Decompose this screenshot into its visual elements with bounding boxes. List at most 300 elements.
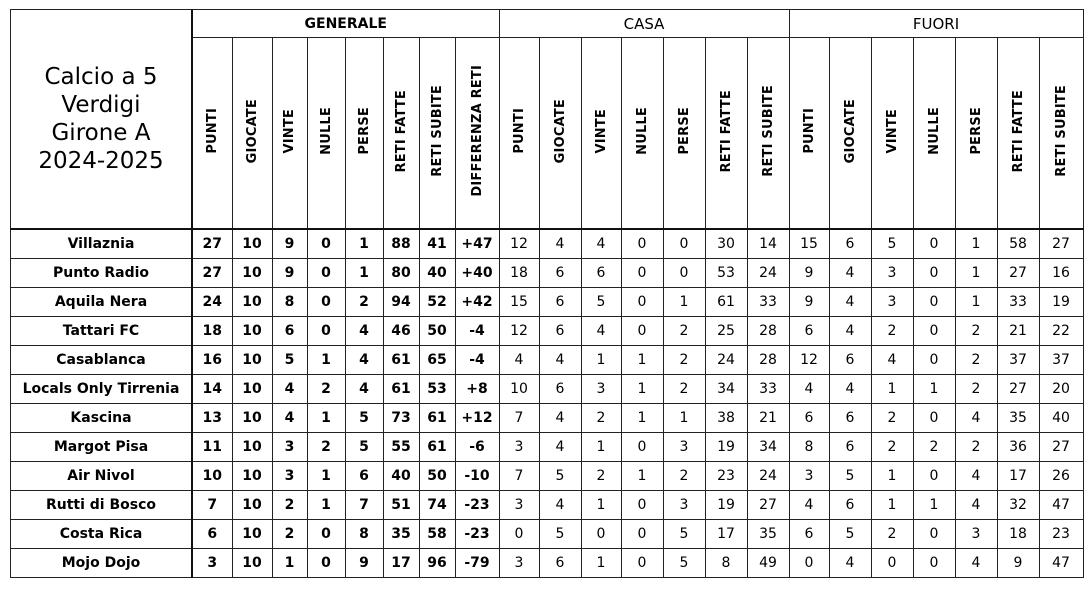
cell-fuori: 1 [955,229,997,259]
cell-gen: -4 [455,346,499,375]
cell-gen: 1 [307,346,345,375]
cell-casa: 2 [581,462,621,491]
cell-casa: 34 [705,375,747,404]
cell-gen: 6 [192,520,232,549]
column-header-label: PUNTI [204,108,220,154]
cell-casa: 5 [539,520,581,549]
cell-gen: 27 [192,259,232,288]
column-header-casa-reti-fatte [705,38,747,230]
cell-casa: 28 [747,346,789,375]
cell-gen: 2 [272,491,307,520]
cell-casa: 0 [663,259,705,288]
cell-gen: -23 [455,491,499,520]
cell-fuori: 22 [1039,317,1083,346]
column-header-generale-reti-subite [419,38,455,230]
cell-fuori: 35 [997,404,1039,433]
column-header-label: RETI FATTE [393,89,409,173]
cell-fuori: 3 [871,259,913,288]
cell-fuori: 1 [955,288,997,317]
column-header-generale-vinte [272,38,307,230]
cell-casa: 1 [621,346,663,375]
cell-fuori: 5 [829,462,871,491]
column-header-label: DIFFERENZA RETI [469,65,485,197]
team-name: Tattari FC [11,317,193,346]
cell-gen: +8 [455,375,499,404]
cell-gen: -79 [455,549,499,578]
team-name: Punto Radio [11,259,193,288]
column-header-fuori-nulle [913,38,955,230]
cell-fuori: 47 [1039,549,1083,578]
cell-gen: 40 [419,259,455,288]
cell-gen: 10 [232,346,272,375]
team-name: Margot Pisa [11,433,193,462]
table-row [11,375,1084,404]
cell-gen: +40 [455,259,499,288]
cell-gen: 2 [307,375,345,404]
cell-casa: 0 [663,229,705,259]
cell-fuori: 2 [871,433,913,462]
cell-casa: 1 [621,404,663,433]
standings-table [10,9,1084,578]
cell-fuori: 18 [997,520,1039,549]
table-row [11,549,1084,578]
cell-gen: 46 [383,317,419,346]
team-name: Casablanca [11,346,193,375]
cell-fuori: 12 [789,346,829,375]
column-header-casa-nulle [621,38,663,230]
cell-casa: 4 [539,433,581,462]
cell-gen: 40 [383,462,419,491]
column-header-label: PERSE [968,107,984,155]
cell-fuori: 0 [913,229,955,259]
cell-gen: 41 [419,229,455,259]
cell-fuori: 4 [789,375,829,404]
group-header-casa: CASA [499,10,789,38]
cell-gen: 10 [232,491,272,520]
group-header-fuori: FUORI [789,10,1083,38]
cell-casa: 6 [539,375,581,404]
column-header-label: NULLE [634,107,650,155]
cell-casa: 19 [705,491,747,520]
cell-gen: 10 [232,259,272,288]
cell-gen: 8 [345,520,383,549]
cell-fuori: 1 [871,491,913,520]
cell-gen: 4 [345,375,383,404]
cell-casa: 49 [747,549,789,578]
cell-gen: 10 [232,433,272,462]
cell-gen: 1 [345,259,383,288]
team-name: Rutti di Bosco [11,491,193,520]
cell-gen: 61 [419,433,455,462]
cell-gen: 52 [419,288,455,317]
cell-casa: 12 [499,229,539,259]
cell-casa: 12 [499,317,539,346]
column-header-casa-punti [499,38,539,230]
cell-gen: 1 [307,462,345,491]
cell-fuori: 36 [997,433,1039,462]
cell-casa: 21 [747,404,789,433]
cell-casa: 1 [581,549,621,578]
column-header-label: RETI SUBITE [429,85,445,177]
cell-fuori: 6 [829,433,871,462]
cell-casa: 1 [663,288,705,317]
cell-gen: 65 [419,346,455,375]
cell-casa: 19 [705,433,747,462]
cell-casa: 17 [705,520,747,549]
cell-gen: 5 [272,346,307,375]
cell-gen: -10 [455,462,499,491]
cell-gen: 1 [307,404,345,433]
cell-gen: 61 [383,346,419,375]
cell-fuori: 6 [789,404,829,433]
cell-casa: 53 [705,259,747,288]
cell-fuori: 4 [955,549,997,578]
cell-gen: 7 [192,491,232,520]
cell-gen: 96 [419,549,455,578]
cell-gen: 8 [272,288,307,317]
cell-gen: 2 [272,520,307,549]
cell-gen: 0 [307,549,345,578]
group-header-generale: GENERALE [192,10,499,38]
cell-casa: 0 [499,520,539,549]
table-row [11,433,1084,462]
team-name: Locals Only Tirrenia [11,375,193,404]
cell-casa: 5 [539,462,581,491]
cell-fuori: 6 [829,346,871,375]
table-row [11,462,1084,491]
cell-gen: -23 [455,520,499,549]
cell-fuori: 1 [913,491,955,520]
cell-casa: 5 [663,520,705,549]
cell-gen: 10 [232,520,272,549]
cell-gen: 14 [192,375,232,404]
cell-casa: 14 [747,229,789,259]
cell-casa: 4 [581,229,621,259]
table-row [11,229,1084,259]
column-header-label: RETI FATTE [718,89,734,173]
cell-gen: 0 [307,288,345,317]
title-line-1: Calcio a 5 [44,64,158,90]
standings-body [11,229,1084,578]
column-header-label: GIOCATE [552,98,568,164]
cell-casa: 1 [621,375,663,404]
cell-casa: 3 [499,491,539,520]
cell-fuori: 4 [829,288,871,317]
column-header-generale-giocate [232,38,272,230]
cell-fuori: 26 [1039,462,1083,491]
cell-casa: 30 [705,229,747,259]
cell-gen: +42 [455,288,499,317]
team-name: Costa Rica [11,520,193,549]
cell-casa: 0 [621,229,663,259]
cell-gen: 4 [345,317,383,346]
cell-gen: 73 [383,404,419,433]
cell-fuori: 6 [829,404,871,433]
cell-gen: 17 [383,549,419,578]
cell-gen: 18 [192,317,232,346]
cell-gen: 3 [272,462,307,491]
cell-casa: 1 [581,433,621,462]
cell-fuori: 23 [1039,520,1083,549]
table-row [11,259,1084,288]
cell-casa: 38 [705,404,747,433]
cell-gen: 10 [232,288,272,317]
cell-fuori: 0 [913,549,955,578]
cell-gen: 10 [232,549,272,578]
column-header-generale-differenza-reti [455,38,499,230]
cell-casa: 3 [581,375,621,404]
cell-casa: 0 [621,520,663,549]
cell-gen: 9 [272,229,307,259]
cell-casa: 4 [539,346,581,375]
cell-fuori: 5 [871,229,913,259]
cell-fuori: 21 [997,317,1039,346]
table-row [11,288,1084,317]
cell-casa: 1 [621,462,663,491]
cell-gen: 7 [345,491,383,520]
cell-gen: 74 [419,491,455,520]
cell-casa: 7 [499,404,539,433]
cell-gen: 61 [419,404,455,433]
cell-casa: 2 [663,317,705,346]
cell-casa: 4 [539,404,581,433]
cell-gen: 55 [383,433,419,462]
table-row [11,520,1084,549]
cell-fuori: 2 [913,433,955,462]
cell-casa: 2 [581,404,621,433]
cell-fuori: 3 [789,462,829,491]
column-header-label: GIOCATE [244,98,260,164]
cell-fuori: 27 [1039,229,1083,259]
cell-gen: 0 [307,259,345,288]
cell-casa: 6 [539,317,581,346]
cell-fuori: 27 [997,259,1039,288]
cell-gen: 2 [345,288,383,317]
cell-casa: 5 [581,288,621,317]
cell-gen: 0 [307,229,345,259]
cell-casa: 35 [747,520,789,549]
column-header-label: RETI FATTE [1010,89,1026,173]
cell-gen: 10 [232,317,272,346]
cell-fuori: 15 [789,229,829,259]
cell-fuori: 2 [871,404,913,433]
cell-gen: 6 [272,317,307,346]
table-row [11,404,1084,433]
cell-gen: 27 [192,229,232,259]
column-header-generale-punti [192,38,232,230]
cell-fuori: 0 [913,317,955,346]
cell-gen: 11 [192,433,232,462]
cell-fuori: 6 [829,491,871,520]
cell-fuori: 3 [871,288,913,317]
cell-fuori: 2 [871,317,913,346]
table-row [11,317,1084,346]
cell-fuori: 32 [997,491,1039,520]
cell-gen: 88 [383,229,419,259]
column-header-label: VINTE [593,108,609,154]
cell-gen: 9 [272,259,307,288]
cell-fuori: 16 [1039,259,1083,288]
cell-fuori: 4 [829,259,871,288]
cell-casa: 28 [747,317,789,346]
cell-casa: 0 [621,433,663,462]
cell-fuori: 1 [871,462,913,491]
cell-gen: 94 [383,288,419,317]
cell-casa: 27 [747,491,789,520]
cell-gen: 1 [345,229,383,259]
cell-gen: 80 [383,259,419,288]
title-line-2: Verdigi [61,92,141,118]
column-header-label: PERSE [676,107,692,155]
cell-fuori: 1 [871,375,913,404]
cell-fuori: 0 [913,462,955,491]
cell-fuori: 1 [955,259,997,288]
cell-casa: 24 [705,346,747,375]
cell-casa: 6 [539,259,581,288]
title-line-4: 2024-2025 [38,148,164,174]
table-row [11,491,1084,520]
cell-casa: 25 [705,317,747,346]
cell-fuori: 40 [1039,404,1083,433]
column-header-casa-perse [663,38,705,230]
cell-gen: 13 [192,404,232,433]
cell-casa: 3 [663,433,705,462]
team-name: Aquila Nera [11,288,193,317]
cell-fuori: 27 [997,375,1039,404]
cell-casa: 7 [499,462,539,491]
cell-gen: 10 [232,404,272,433]
cell-gen: 24 [192,288,232,317]
cell-casa: 0 [621,317,663,346]
team-name: Kascina [11,404,193,433]
cell-casa: 4 [581,317,621,346]
cell-casa: 24 [747,462,789,491]
cell-gen: 61 [383,375,419,404]
cell-gen: 10 [232,375,272,404]
cell-gen: 53 [419,375,455,404]
cell-casa: 4 [499,346,539,375]
cell-gen: +47 [455,229,499,259]
cell-fuori: 58 [997,229,1039,259]
cell-fuori: 6 [789,520,829,549]
cell-casa: 33 [747,288,789,317]
column-header-label: PUNTI [511,108,527,154]
cell-fuori: 1 [913,375,955,404]
cell-casa: 23 [705,462,747,491]
cell-gen: 0 [307,520,345,549]
cell-casa: 33 [747,375,789,404]
cell-fuori: 19 [1039,288,1083,317]
cell-casa: 3 [663,491,705,520]
cell-casa: 2 [663,462,705,491]
cell-gen: 16 [192,346,232,375]
cell-casa: 2 [663,346,705,375]
column-header-label: PERSE [356,107,372,155]
cell-fuori: 2 [955,317,997,346]
cell-fuori: 4 [789,491,829,520]
cell-gen: 4 [345,346,383,375]
column-header-casa-giocate [539,38,581,230]
cell-fuori: 6 [829,229,871,259]
column-header-fuori-perse [955,38,997,230]
column-header-label: VINTE [884,108,900,154]
title-line-3: Girone A [51,120,151,146]
cell-fuori: 3 [955,520,997,549]
cell-gen: +12 [455,404,499,433]
cell-fuori: 33 [997,288,1039,317]
cell-gen: 10 [192,462,232,491]
cell-gen: 2 [307,433,345,462]
cell-casa: 5 [663,549,705,578]
cell-fuori: 47 [1039,491,1083,520]
cell-fuori: 8 [789,433,829,462]
cell-fuori: 0 [913,404,955,433]
cell-fuori: 27 [1039,433,1083,462]
cell-casa: 3 [499,549,539,578]
team-name: Air Nivol [11,462,193,491]
column-header-label: RETI SUBITE [760,85,776,177]
column-header-fuori-reti-fatte [997,38,1039,230]
cell-fuori: 0 [913,259,955,288]
cell-gen: 10 [232,462,272,491]
cell-gen: 1 [272,549,307,578]
column-header-casa-reti-subite [747,38,789,230]
cell-fuori: 37 [997,346,1039,375]
column-header-fuori-punti [789,38,829,230]
cell-gen: 35 [383,520,419,549]
column-header-label: PUNTI [801,108,817,154]
cell-gen: 6 [345,462,383,491]
cell-fuori: 37 [1039,346,1083,375]
cell-casa: 1 [581,491,621,520]
cell-fuori: 4 [829,375,871,404]
cell-gen: 9 [345,549,383,578]
cell-casa: 2 [663,375,705,404]
cell-fuori: 4 [829,317,871,346]
cell-fuori: 4 [955,491,997,520]
cell-gen: 3 [272,433,307,462]
cell-fuori: 0 [871,549,913,578]
column-header-label: NULLE [318,107,334,155]
cell-casa: 0 [581,520,621,549]
cell-fuori: 4 [955,462,997,491]
cell-casa: 0 [621,259,663,288]
cell-casa: 3 [499,433,539,462]
cell-casa: 6 [539,549,581,578]
cell-fuori: 5 [829,520,871,549]
cell-casa: 1 [581,346,621,375]
cell-gen: 1 [307,491,345,520]
cell-fuori: 0 [789,549,829,578]
team-name: Villaznia [11,229,193,259]
column-header-generale-reti-fatte [383,38,419,230]
column-header-casa-vinte [581,38,621,230]
cell-fuori: 4 [829,549,871,578]
cell-fuori: 9 [997,549,1039,578]
cell-casa: 34 [747,433,789,462]
team-name: Mojo Dojo [11,549,193,578]
cell-casa: 61 [705,288,747,317]
cell-fuori: 17 [997,462,1039,491]
cell-gen: 4 [272,375,307,404]
cell-gen: 10 [232,229,272,259]
column-header-generale-perse [345,38,383,230]
column-header-label: NULLE [926,107,942,155]
cell-fuori: 4 [955,404,997,433]
column-header-label: RETI SUBITE [1053,85,1069,177]
cell-gen: 50 [419,462,455,491]
cell-casa: 15 [499,288,539,317]
